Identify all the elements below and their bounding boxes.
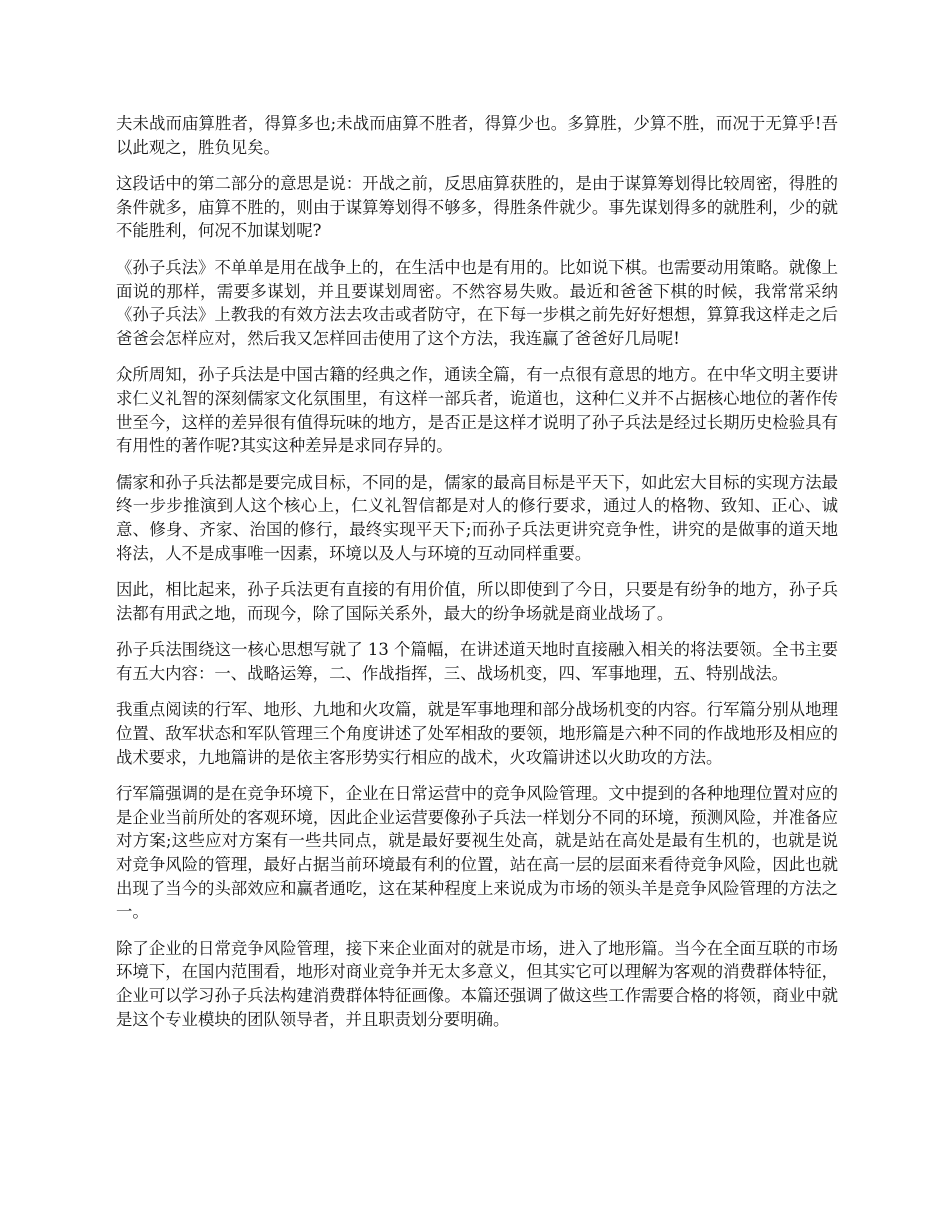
paragraph-9: 行军篇强调的是在竞争环境下，企业在日常运营中的竞争风险管理。文中提到的各种地理位置对应的是企业当前所处的客观环境，因此企业运营要像孙子兵法一样划分不同的环境，预测风险，并准备应对方案;这些应对方案有一些共同点，就是最好要视生处高，就是站在高处是最有生机的，也就是说对竞争风险的管理，最好占据当前环境最有利的位置，站在高一层的层面来看待竞争风险，因此也就出现了当今的头部效应和赢者通吃，这在某种程度上来说成为市场的领头羊是竞争风险管理的方法之一。 — [116, 784, 838, 922]
paragraph-8: 我重点阅读的行军、地形、九地和火攻篇，就是军事地理和部分战场机变的内容。行军篇分别从地理位置、敌军状态和军队管理三个角度讲述了处军相敌的要领，地形篇是六种不同的作战地形及相应的战术要求，九地篇讲的是依主客形势实行相应的战术，火攻篇讲述以火助攻的方法。 — [116, 700, 838, 767]
paragraph-5: 儒家和孙子兵法都是要完成目标，不同的是，儒家的最高目标是平天下，如此宏大目标的实现方法最终一步步推演到人这个核心上，仁义礼智信都是对人的修行要求，通过人的格物、致知、正心、诚意、修身、齐家、治国的修行，最终实现平天下;而孙子兵法更讲究竞争性，讲究的是做事的道天地将法，人不是成事唯一因素，环境以及人与环境的互动同样重要。 — [116, 472, 838, 563]
document-body — [116, 112, 838, 1044]
paragraph-2: 这段话中的第二部分的意思是说：开战之前，反思庙算获胜的，是由于谋算筹划得比较周密，得胜的条件就多，庙算不胜的，则由于谋算筹划得不够多，得胜条件就少。事先谋划得多的就胜利，少的就不能胜利，何况不加谋划呢? — [116, 174, 838, 241]
paragraph-1: 夫未战而庙算胜者，得算多也;未战而庙算不胜者，得算少也。多算胜，少算不胜，而况于无算乎!吾以此观之，胜负见矣。 — [116, 114, 838, 157]
paragraph-10: 除了企业的日常竞争风险管理，接下来企业面对的就是市场，进入了地形篇。当今在全面互联的市场环境下，在国内范围看，地形对商业竞争并无太多意义，但其实它可以理解为客观的消费群体特征，企业可以学习孙子兵法构建消费群体特征画像。本篇还强调了做这些工作需要合格的将领，商业中就是这个专业模块的团队领导者，并且职责划分要明确。 — [116, 938, 838, 1029]
paragraph-7: 孙子兵法围绕这一核心思想写就了 13 个篇幅，在讲述道天地时直接融入相关的将法要领。全书主要有五大内容：一、战略运筹，二、作战指挥，三、战场机变，四、军事地理，五、特别战法。 — [116, 640, 838, 683]
paragraph-3: 《孙子兵法》不单单是用在战争上的，在生活中也是有用的。比如说下棋。也需要动用策略。就像上面说的那样，需要多谋划，并且要谋划周密。不然容易失败。最近和爸爸下棋的时候，我常常采纳《孙子兵法》上教我的有效方法去攻击或者防守，在下每一步棋之前先好好想想，算算我这样走之后爸爸会怎样应对，然后我又怎样回击使用了这个方法，我连赢了爸爸好几局呢! — [116, 257, 838, 348]
paragraph-4: 众所周知，孙子兵法是中国古籍的经典之作，通读全篇，有一点很有意思的地方。在中华文明主要讲求仁义礼智的深刻儒家文化氛围里，有这样一部兵者，诡道也，这种仁义并不占据核心地位的著作传世至今，这样的差异很有值得玩味的地方，是否正是这样才说明了孙子兵法是经过长期历史检验具有有用性的著作呢?其实这种差异是求同存异的。 — [116, 365, 838, 456]
paragraph-6: 因此，相比起来，孙子兵法更有直接的有用价值，所以即使到了今日，只要是有纷争的地方，孙子兵法都有用武之地，而现今，除了国际关系外，最大的纷争场就是商业战场了。 — [116, 580, 838, 623]
